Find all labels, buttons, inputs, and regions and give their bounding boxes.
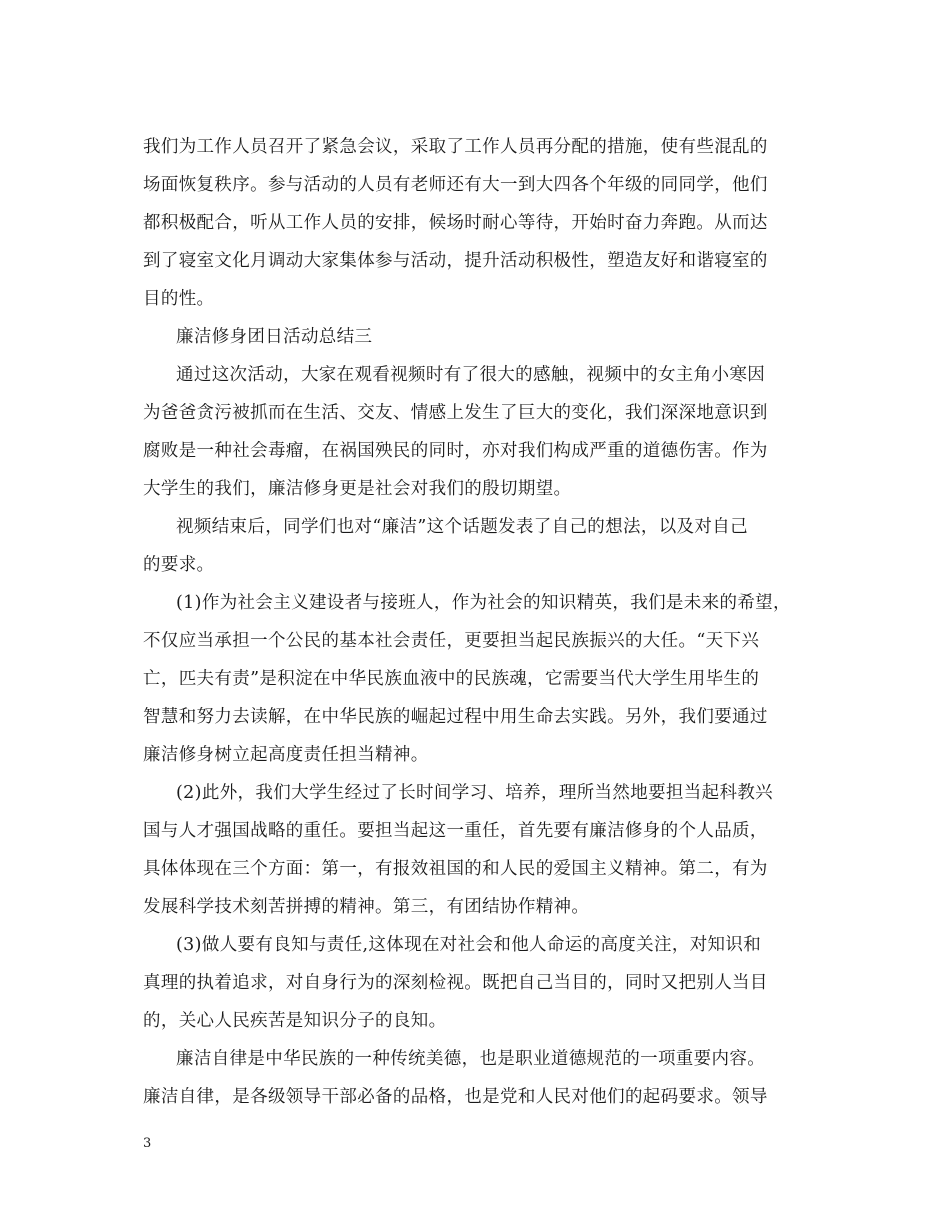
text-line: 我们为工作人员召开了紧急会议，采取了工作人员再分配的措施，使有些混乱的 bbox=[143, 137, 768, 157]
text-line: 场面恢复秩序。参与活动的人员有老师还有大一到大四各个年级的同同学，他们 bbox=[143, 175, 768, 195]
text-line: 到了寝室文化月调动大家集体参与活动，提升活动积极性，塑造友好和谐寝室的 bbox=[143, 251, 768, 271]
text-line: 的要求。 bbox=[143, 555, 215, 575]
text-line: 腐败是一种社会毒瘤，在祸国殃民的同时，亦对我们构成严重的道德伤害。作为 bbox=[143, 441, 768, 461]
text-line: 亡，匹夫有责”是积淀在中华民族血液中的民族魂，它需要当代大学生用毕生的 bbox=[143, 669, 760, 689]
text-line: 的，关心人民疾苦是知识分子的良知。 bbox=[143, 1011, 447, 1031]
text-line: 大学生的我们，廉洁修身更是社会对我们的殷切期望。 bbox=[143, 479, 572, 499]
text-line: 具体体现在三个方面：第一，有报效祖国的和人民的爱国主义精神。第二，有为 bbox=[143, 859, 768, 879]
text-line: 智慧和努力去读解，在中华民族的崛起过程中用生命去实践。另外，我们要通过 bbox=[143, 707, 768, 727]
text-line: 为爸爸贪污被抓而在生活、交友、情感上发生了巨大的变化，我们深深地意识到 bbox=[143, 403, 768, 423]
text-line: 廉洁自律，是各级领导干部必备的品格，也是党和人民对他们的起码要求。领导 bbox=[143, 1087, 768, 1107]
text-line: (3)做人要有良知与责任,这体现在对社会和他人命运的高度关注，对知识和 bbox=[176, 935, 762, 955]
text-line: (1)作为社会主义建设者与接班人，作为社会的知识精英，我们是未来的希望， bbox=[176, 593, 791, 613]
text-line: 廉洁修身树立起高度责任担当精神。 bbox=[143, 745, 429, 765]
text-line: 真理的执着追求，对自身行为的深刻检视。既把自己当目的，同时又把别人当目 bbox=[143, 973, 768, 993]
text-line: 发展科学技术刻苦拼搏的精神。第三，有团结协作精神。 bbox=[143, 897, 590, 917]
text-line: 目的性。 bbox=[143, 289, 215, 309]
body-text bbox=[143, 128, 803, 1116]
text-line: 都积极配合，听从工作人员的安排，候场时耐心等待，开始时奋力奔跑。从而达 bbox=[143, 213, 768, 233]
text-line: (2)此外，我们大学生经过了长时间学习、培养，理所当然地要担当起科教兴 bbox=[176, 783, 774, 803]
text-line: 廉洁自律是中华民族的一种传统美德，也是职业道德规范的一项重要内容。 bbox=[176, 1049, 766, 1069]
text-line: 通过这次活动，大家在观看视频时有了很大的感触，视频中的女主角小寒因 bbox=[176, 365, 766, 385]
page-number: 3 bbox=[143, 1136, 152, 1151]
text-line: 国与人才强国战略的重任。要担当起这一重任，首先要有廉洁修身的个人品质， bbox=[143, 821, 768, 841]
section-heading: 廉洁修身团日活动总结三 bbox=[176, 327, 373, 347]
text-line: 不仅应当承担一个公民的基本社会责任，更要担当起民族振兴的大任。“天下兴 bbox=[143, 631, 760, 651]
text-line: 视频结束后，同学们也对“廉洁”这个话题发表了自己的想法，以及对自己 bbox=[176, 517, 748, 537]
